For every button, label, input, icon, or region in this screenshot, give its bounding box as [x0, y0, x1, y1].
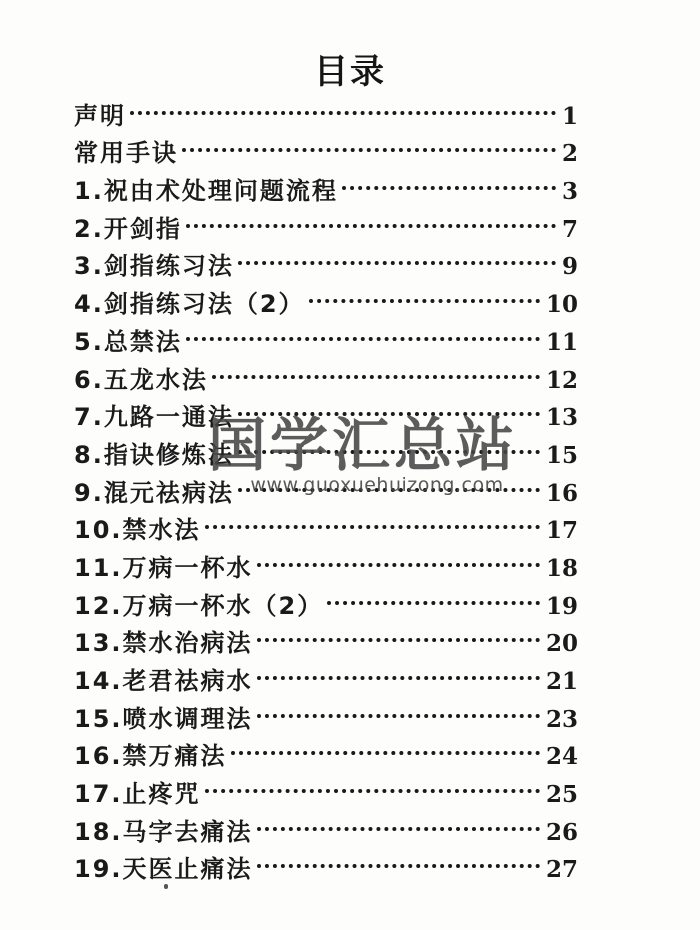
dot-leader	[205, 501, 540, 539]
dot-leader	[257, 614, 540, 652]
dot-leader	[257, 651, 540, 689]
toc-entry-page-number: 25	[545, 781, 578, 809]
dot-leader	[186, 312, 540, 350]
toc-entry-label: 17.止疼咒	[74, 780, 201, 809]
dot-leader	[186, 199, 556, 237]
toc-entry-page-number: 21	[545, 668, 578, 695]
dot-leader	[238, 388, 540, 426]
dot-leader	[205, 764, 540, 802]
watermark-title: 国学汇总站	[207, 411, 518, 479]
toc-entry-page-number: 7	[561, 215, 578, 243]
toc-entry-page-number: 10	[545, 291, 578, 319]
toc-entry-label: 2.开剑指	[74, 214, 182, 243]
watermark-url: www.guoxuehuizong.com	[250, 474, 504, 496]
toc-entry-label: 16.禁万痛法	[74, 742, 227, 771]
toc-entry-label: 4.剑指练习法（2）	[74, 290, 305, 319]
toc-entry-label: 6.五龙水法	[74, 365, 208, 394]
toc-entry-label: 常用手诀	[74, 139, 178, 168]
toc-entry-label: 12.万病一杯水（2）	[74, 591, 324, 620]
dot-leader	[342, 161, 556, 199]
toc-entry-page-number: 27	[545, 856, 578, 884]
dot-leader	[327, 576, 540, 614]
dot-leader	[257, 802, 540, 840]
table-of-contents	[74, 86, 578, 884]
toc-entry-page-number: 13	[545, 404, 578, 432]
toc-entry-page-number: 11	[545, 328, 578, 356]
scan-speck	[164, 884, 168, 889]
toc-entry-page-number: 26	[545, 818, 578, 846]
toc-entry-label: 声明	[74, 101, 126, 130]
toc-entry	[74, 124, 578, 168]
dot-leader	[238, 463, 540, 501]
dot-leader	[238, 425, 540, 463]
toc-entry-page-number: 17	[545, 517, 578, 545]
dot-leader	[231, 727, 540, 765]
dot-leader	[238, 237, 556, 275]
toc-entry-page-number: 2	[561, 140, 578, 168]
dot-leader	[257, 840, 540, 878]
toc-entry-page-number: 23	[545, 705, 578, 733]
dot-leader	[257, 689, 540, 727]
toc-entry-label: 1.祝由术处理问题流程	[74, 177, 338, 206]
toc-entry-label: 5.总禁法	[74, 327, 182, 356]
toc-entry-label: 15.喷水调理法	[74, 704, 253, 733]
toc-entry-page-number: 24	[545, 743, 578, 771]
toc-entry-page-number: 12	[545, 366, 578, 394]
dot-leader	[309, 274, 540, 312]
toc-entry-label: 7.九路一通法	[74, 403, 234, 432]
toc-entry-page-number: 19	[545, 592, 578, 620]
toc-entry-label: 19.天医止痛法	[74, 855, 253, 884]
dot-leader	[257, 538, 540, 576]
toc-entry-label: 14.老君祛病水	[74, 667, 253, 695]
toc-entry-page-number: 15	[545, 441, 578, 469]
toc-entry-page-number: 1	[561, 102, 578, 130]
dot-leader	[130, 86, 556, 124]
page-title: 目录	[314, 52, 386, 92]
dot-leader	[182, 124, 556, 162]
dot-leader	[212, 350, 540, 388]
toc-entry-label: 3.剑指练习法	[74, 252, 234, 281]
toc-entry-page-number: 3	[561, 178, 578, 206]
toc-entry-label: 11.万病一杯水	[74, 553, 253, 582]
toc-entry	[74, 86, 578, 130]
toc-entry-label: 13.禁水治病法	[74, 629, 253, 658]
toc-entry-page-number: 20	[545, 630, 578, 658]
toc-entry-label: 18.马字去痛法	[74, 817, 253, 846]
toc-entry-label: 8.指诀修炼法	[74, 440, 234, 469]
toc-entry-page-number: 16	[545, 479, 578, 507]
toc-entry-page-number: 9	[561, 253, 578, 281]
toc-entry-page-number: 18	[545, 554, 578, 582]
toc-entry-label: 9.混元祛病法	[74, 478, 234, 507]
toc-entry-label: 10.禁水法	[74, 516, 201, 545]
